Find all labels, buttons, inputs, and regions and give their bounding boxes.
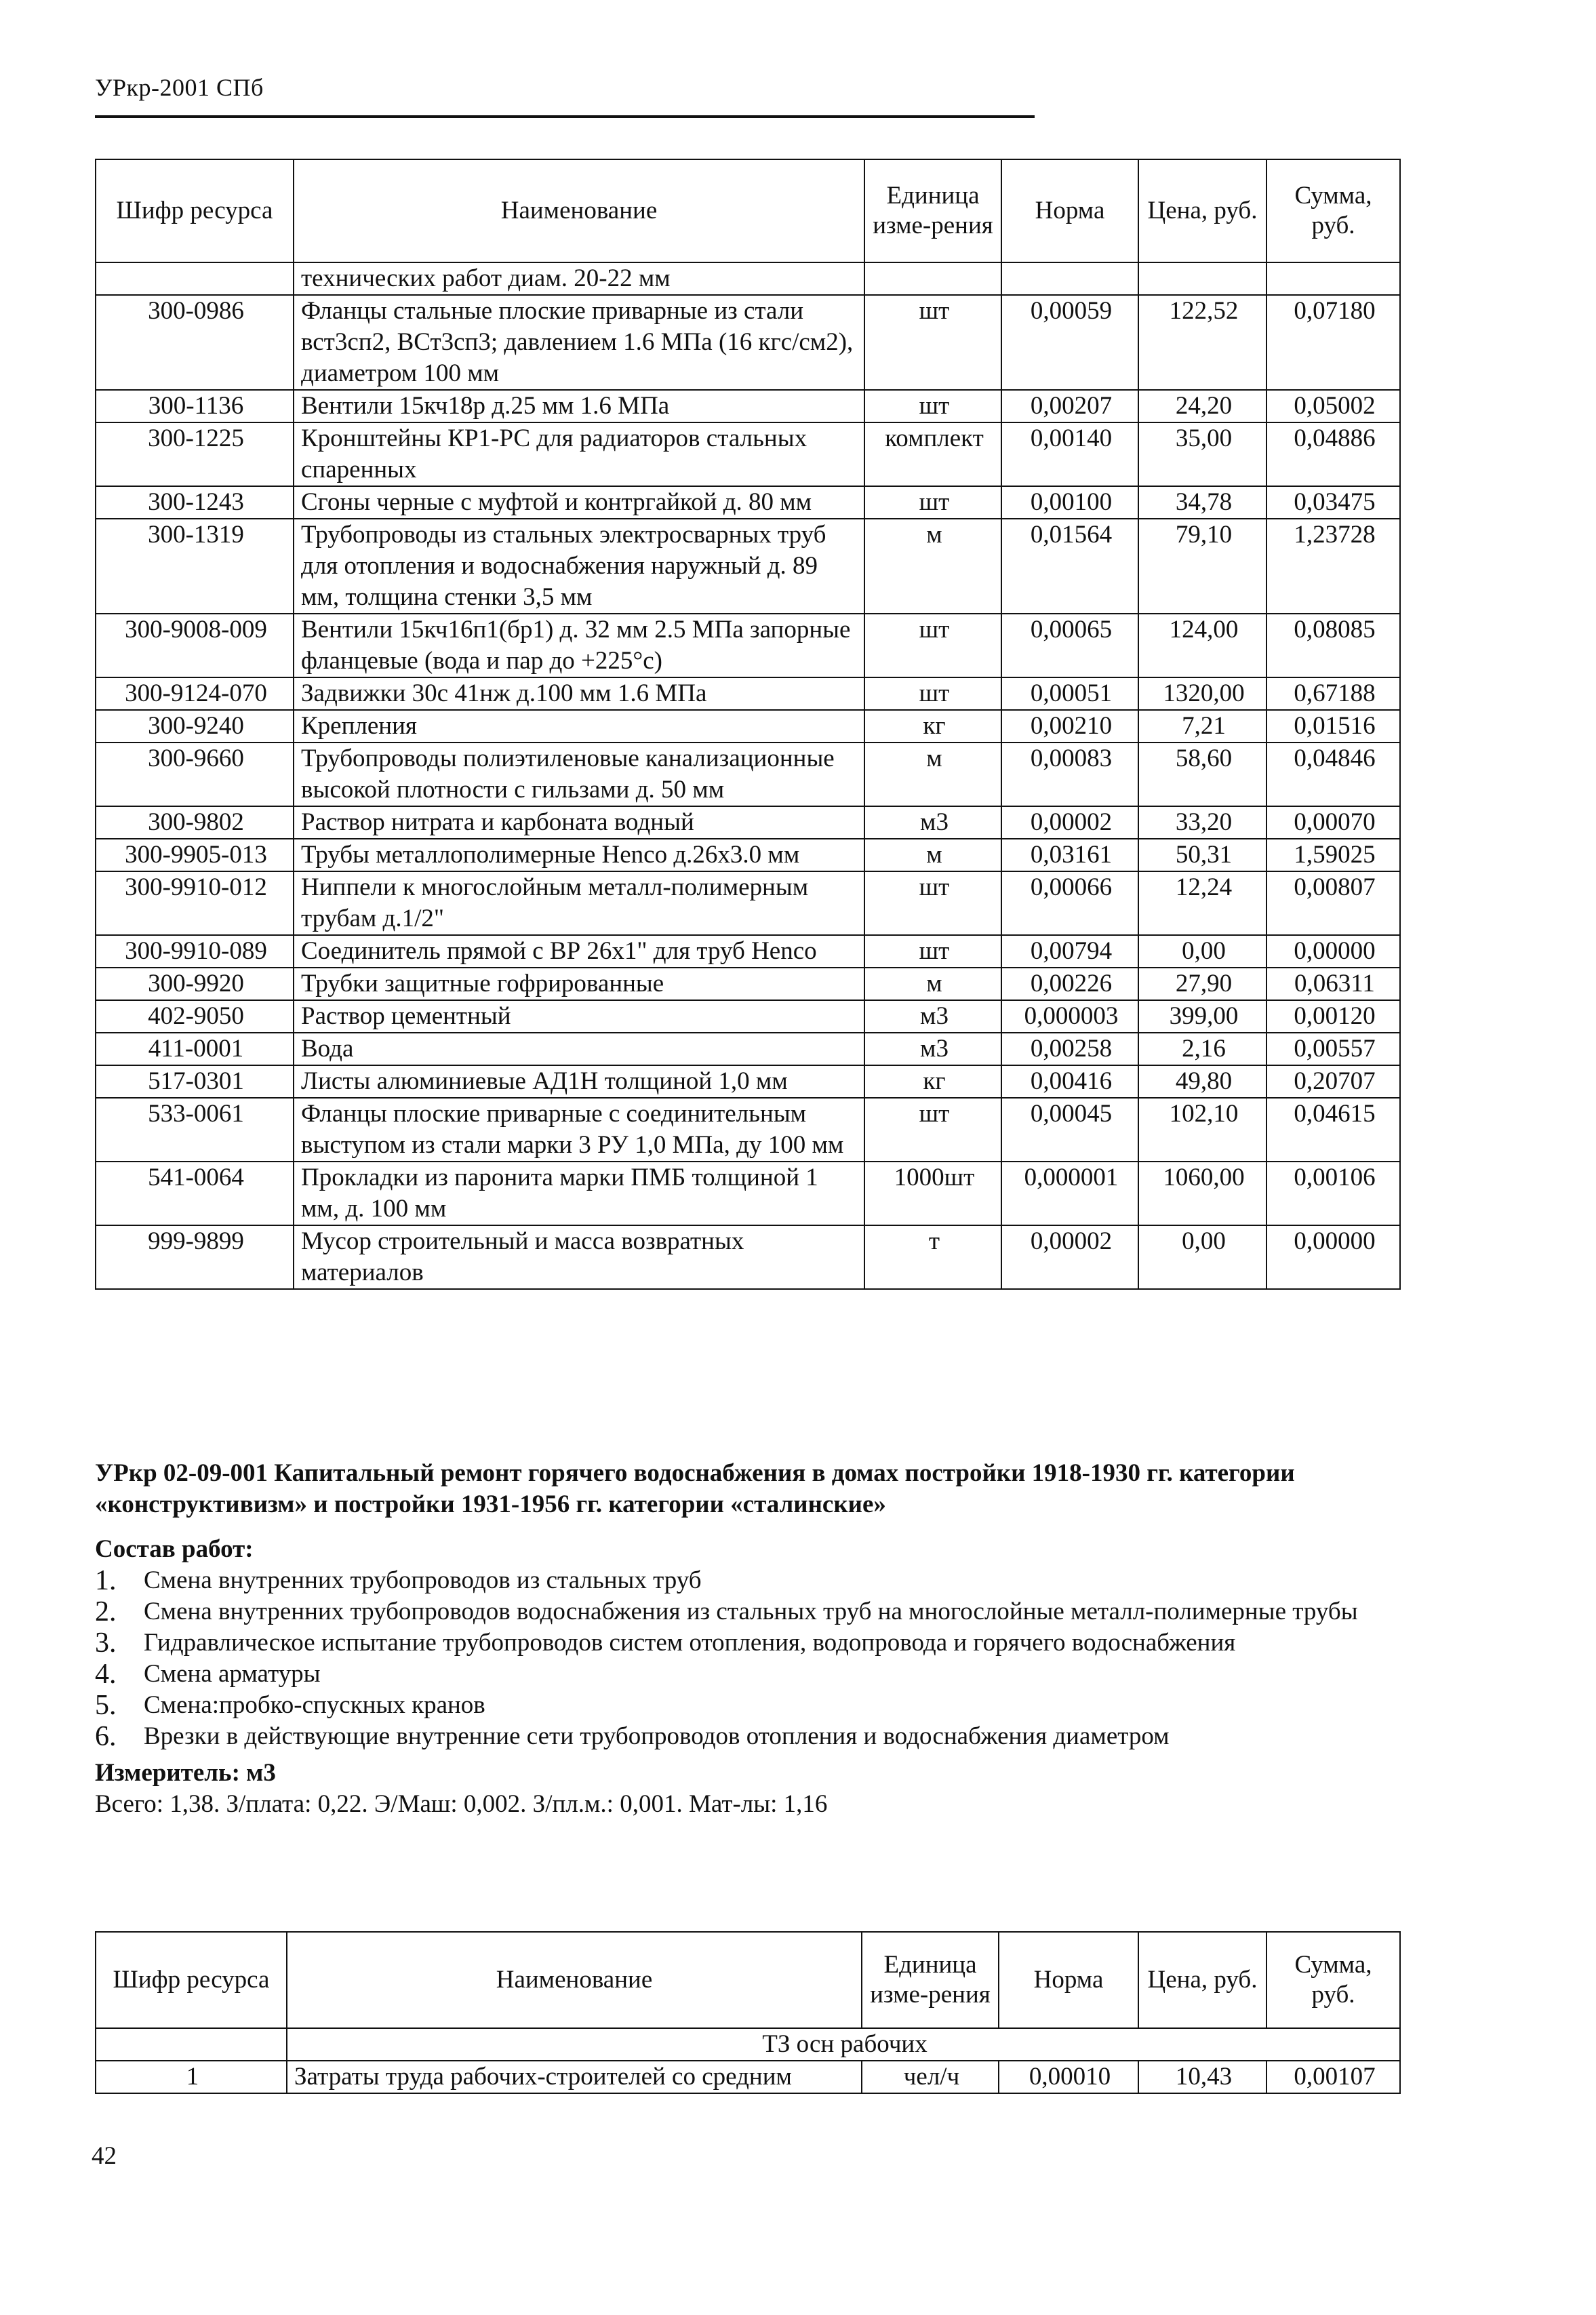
- cell-price: 124,00: [1138, 614, 1266, 677]
- cell-unit: м: [864, 839, 1001, 871]
- cell-name: Соединитель прямой с ВР 26х1" для труб Henco: [294, 935, 864, 968]
- cell-sum: 0,00107: [1266, 2061, 1400, 2093]
- cell-code: 300-9910-089: [96, 935, 294, 968]
- cell-sum: 0,04886: [1266, 422, 1400, 486]
- cell-price: 79,10: [1138, 519, 1266, 614]
- cell-unit: 1000шт: [864, 1162, 1001, 1225]
- cell-norm: 0,00002: [1001, 806, 1138, 839]
- table-row: [96, 295, 1400, 390]
- cell-sum: 0,00000: [1266, 1225, 1400, 1289]
- cell-unit: шт: [864, 871, 1001, 935]
- cell-name: Трубопроводы из стальных электросварных труб для отопления и водоснабжения наружный д. 89 мм, толщина стенки 3,5 мм: [294, 519, 864, 614]
- cell-unit: шт: [864, 614, 1001, 677]
- table-row: [96, 614, 1400, 677]
- cell-price: 1320,00: [1138, 677, 1266, 710]
- cell-sum: 0,08085: [1266, 614, 1400, 677]
- cell-code: 402-9050: [96, 1000, 294, 1033]
- cell-unit: м: [864, 968, 1001, 1000]
- cell-norm: 0,01564: [1001, 519, 1138, 614]
- cell-sum: 0,05002: [1266, 390, 1400, 422]
- cell-sum: 0,00807: [1266, 871, 1400, 935]
- cell-unit: шт: [864, 390, 1001, 422]
- table-row: [96, 968, 1400, 1000]
- cell-name: Раствор нитрата и карбоната водный: [294, 806, 864, 839]
- table-header-row: [96, 1932, 1400, 2028]
- cell-sum: 0,00106: [1266, 1162, 1400, 1225]
- cell-price: 33,20: [1138, 806, 1266, 839]
- cell-sum: 1,23728: [1266, 519, 1400, 614]
- cell-unit: [864, 262, 1001, 295]
- cell-code: 300-9660: [96, 743, 294, 806]
- table-row: [96, 935, 1400, 968]
- cell-norm: 0,00210: [1001, 710, 1138, 743]
- cell-code: 517-0301: [96, 1065, 294, 1098]
- cell-unit: м: [864, 743, 1001, 806]
- cell-name: Ниппели к многослойным металл-полимерным трубам д.1/2": [294, 871, 864, 935]
- table-row: [96, 390, 1400, 422]
- cell-price: 35,00: [1138, 422, 1266, 486]
- cell-name: Вентили 15кч18р д.25 мм 1.6 МПа: [294, 390, 864, 422]
- cell-norm: 0,00258: [1001, 1033, 1138, 1065]
- cell-unit: чел/ч: [862, 2061, 999, 2093]
- cell-name: Кронштейны КР1-РС для радиаторов стальных спаренных: [294, 422, 864, 486]
- list-item-text: Смена:пробко-спускных кранов: [144, 1691, 485, 1719]
- works-heading: Состав работ:: [95, 1535, 254, 1563]
- cell-norm: 0,00083: [1001, 743, 1138, 806]
- cell-name: Листы алюминиевые АД1Н толщиной 1,0 мм: [294, 1065, 864, 1098]
- table-row: [96, 2061, 1400, 2093]
- cell-name: Трубопроводы полиэтиленовые канализационные высокой плотности с гильзами д. 50 мм: [294, 743, 864, 806]
- column-header-norm: Норма: [999, 1932, 1138, 2028]
- cell-code: 300-0986: [96, 295, 294, 390]
- cell-price: 0,00: [1138, 1225, 1266, 1289]
- column-header-name: Наименование: [287, 1932, 862, 2028]
- column-header-code: Шифр ресурса: [96, 1932, 287, 2028]
- cell-unit: т: [864, 1225, 1001, 1289]
- cell-price: 34,78: [1138, 486, 1266, 519]
- cell-price: 122,52: [1138, 295, 1266, 390]
- cell-name: Вода: [294, 1033, 864, 1065]
- cell-price: 7,21: [1138, 710, 1266, 743]
- list-item: [95, 1690, 1424, 1721]
- cell-name: Раствор цементный: [294, 1000, 864, 1033]
- cell-name: Фланцы стальные плоские приварные из стали вст3сп2, ВСт3сп3; давлением 1.6 МПа (16 кгс/см2), диаметром 100 мм: [294, 295, 864, 390]
- cell-price: 12,24: [1138, 871, 1266, 935]
- cell-norm: 0,00059: [1001, 295, 1138, 390]
- table-row: [96, 1098, 1400, 1162]
- cell-unit: кг: [864, 710, 1001, 743]
- document-code: УРкр-2001 СПб: [95, 74, 264, 101]
- list-item-text: Гидравлическое испытание трубопроводов систем отопления, водопровода и горячего водоснабжения: [144, 1629, 1236, 1657]
- cell-name: Затраты труда рабочих-строителей со средним: [287, 2061, 862, 2093]
- cell-norm: 0,00045: [1001, 1098, 1138, 1162]
- cell-norm: 0,00140: [1001, 422, 1138, 486]
- cell-name: Задвижки 30с 41нж д.100 мм 1.6 МПа: [294, 677, 864, 710]
- cell-sum: 0,01516: [1266, 710, 1400, 743]
- subheader-label: ТЗ осн рабочих: [287, 2028, 1400, 2061]
- cell-code: 300-1225: [96, 422, 294, 486]
- cell-name: Трубки защитные гофрированные: [294, 968, 864, 1000]
- column-header-sum: Сумма, руб.: [1266, 159, 1400, 262]
- cell-code: 541-0064: [96, 1162, 294, 1225]
- cell-norm: 0,00794: [1001, 935, 1138, 968]
- cell-price: 50,31: [1138, 839, 1266, 871]
- column-header-unit: Единица изме-рения: [862, 1932, 999, 2028]
- cell-sum: [1266, 262, 1400, 295]
- list-item-text: Врезки в действующие внутренние сети трубопроводов отопления и водоснабжения диаметром: [144, 1722, 1170, 1750]
- cell-price: [1138, 262, 1266, 295]
- cell-code: 300-1319: [96, 519, 294, 614]
- cell-norm: 0,00207: [1001, 390, 1138, 422]
- cell-code: 300-9124-070: [96, 677, 294, 710]
- table-row: [96, 422, 1400, 486]
- cell-code: 999-9899: [96, 1225, 294, 1289]
- subheader-empty-cell: [96, 2028, 287, 2061]
- cell-norm: 0,000003: [1001, 1000, 1138, 1033]
- cell-code: 300-1243: [96, 486, 294, 519]
- cell-name: Крепления: [294, 710, 864, 743]
- cell-name: Мусор строительный и масса возвратных материалов: [294, 1225, 864, 1289]
- table-header-row: [96, 159, 1400, 262]
- table-row: [96, 1033, 1400, 1065]
- cell-unit: шт: [864, 935, 1001, 968]
- cell-norm: 0,03161: [1001, 839, 1138, 871]
- totals-line: Всего: 1,38. З/плата: 0,22. Э/Маш: 0,002. З/пл.м.: 0,001. Мат-лы: 1,16: [95, 1790, 828, 1818]
- cell-price: 27,90: [1138, 968, 1266, 1000]
- cell-name: Фланцы плоские приварные с соединительным выступом из стали марки 3 РУ 1,0 МПа, ду 100 мм: [294, 1098, 864, 1162]
- column-header-price: Цена, руб.: [1138, 159, 1266, 262]
- resources-table: [95, 159, 1401, 1290]
- cell-code: 300-1136: [96, 390, 294, 422]
- cell-sum: 0,67188: [1266, 677, 1400, 710]
- subheader-row: [96, 2028, 1400, 2061]
- cell-code: [96, 262, 294, 295]
- cell-code: 300-9905-013: [96, 839, 294, 871]
- cell-unit: м3: [864, 1000, 1001, 1033]
- table-row: [96, 1065, 1400, 1098]
- list-item-text: Смена внутренних трубопроводов из стальных труб: [144, 1566, 702, 1594]
- list-item: [95, 1565, 1424, 1596]
- cell-unit: комплект: [864, 422, 1001, 486]
- page-number: 42: [92, 2142, 117, 2170]
- cell-sum: 0,06311: [1266, 968, 1400, 1000]
- table-row: [96, 262, 1400, 295]
- cell-price: 24,20: [1138, 390, 1266, 422]
- cell-unit: м3: [864, 1033, 1001, 1065]
- cell-name: Трубы металлополимерные Henco д.26х3.0 мм: [294, 839, 864, 871]
- list-item-number: 4.: [95, 1659, 117, 1690]
- cell-sum: 0,00000: [1266, 935, 1400, 968]
- table-row: [96, 1225, 1400, 1289]
- cell-code: 411-0001: [96, 1033, 294, 1065]
- table-row: [96, 519, 1400, 614]
- list-item: [95, 1627, 1424, 1659]
- cell-unit: м3: [864, 806, 1001, 839]
- list-item-number: 2.: [95, 1596, 117, 1627]
- table-row: [96, 1000, 1400, 1033]
- cell-code: 1: [96, 2061, 287, 2093]
- cell-sum: 0,03475: [1266, 486, 1400, 519]
- cell-norm: 0,00010: [999, 2061, 1138, 2093]
- list-item-number: 5.: [95, 1690, 117, 1721]
- estimate-section: [95, 1458, 1424, 1820]
- cell-price: 10,43: [1138, 2061, 1266, 2093]
- cell-price: 1060,00: [1138, 1162, 1266, 1225]
- list-item-number: 3.: [95, 1627, 117, 1659]
- cell-sum: 0,00557: [1266, 1033, 1400, 1065]
- cell-code: 300-9910-012: [96, 871, 294, 935]
- cell-norm: 0,00226: [1001, 968, 1138, 1000]
- table-row: [96, 1162, 1400, 1225]
- cell-norm: [1001, 262, 1138, 295]
- cell-sum: 0,04615: [1266, 1098, 1400, 1162]
- list-item: [95, 1659, 1424, 1690]
- cell-name: Прокладки из паронита марки ПМБ толщиной 1 мм, д. 100 мм: [294, 1162, 864, 1225]
- table-row: [96, 839, 1400, 871]
- table-row: [96, 677, 1400, 710]
- list-item-number: 1.: [95, 1565, 117, 1596]
- table-row: [96, 710, 1400, 743]
- cell-price: 49,80: [1138, 1065, 1266, 1098]
- column-header-code: Шифр ресурса: [96, 159, 294, 262]
- cell-norm: 0,00065: [1001, 614, 1138, 677]
- list-item-number: 6.: [95, 1721, 117, 1752]
- cell-sum: 0,20707: [1266, 1065, 1400, 1098]
- list-item: [95, 1596, 1424, 1627]
- cell-sum: 1,59025: [1266, 839, 1400, 871]
- cell-unit: м: [864, 519, 1001, 614]
- cell-code: 300-9802: [96, 806, 294, 839]
- cell-unit: шт: [864, 1098, 1001, 1162]
- column-header-name: Наименование: [294, 159, 864, 262]
- labor-table: [95, 1931, 1401, 2094]
- cell-sum: 0,04846: [1266, 743, 1400, 806]
- meter-label: Измеритель: м3: [95, 1759, 276, 1787]
- cell-unit: шт: [864, 486, 1001, 519]
- cell-code: 300-9240: [96, 710, 294, 743]
- cell-norm: 0,00051: [1001, 677, 1138, 710]
- cell-code: 300-9008-009: [96, 614, 294, 677]
- cell-norm: 0,00100: [1001, 486, 1138, 519]
- cell-norm: 0,00416: [1001, 1065, 1138, 1098]
- cell-price: 0,00: [1138, 935, 1266, 968]
- cell-name: технических работ диам. 20-22 мм: [294, 262, 864, 295]
- cell-price: 399,00: [1138, 1000, 1266, 1033]
- list-item-text: Смена внутренних трубопроводов водоснабжения из стальных труб на многослойные металл-полимерные трубы: [144, 1598, 1358, 1625]
- cell-sum: 0,07180: [1266, 295, 1400, 390]
- cell-sum: 0,00070: [1266, 806, 1400, 839]
- cell-price: 58,60: [1138, 743, 1266, 806]
- cell-sum: 0,00120: [1266, 1000, 1400, 1033]
- table-row: [96, 486, 1400, 519]
- list-item: [95, 1721, 1424, 1752]
- column-header-norm: Норма: [1001, 159, 1138, 262]
- cell-name: Сгоны черные с муфтой и контргайкой д. 80 мм: [294, 486, 864, 519]
- cell-price: 102,10: [1138, 1098, 1266, 1162]
- cell-norm: 0,000001: [1001, 1162, 1138, 1225]
- cell-norm: 0,00066: [1001, 871, 1138, 935]
- cell-name: Вентили 15кч16п1(бр1) д. 32 мм 2.5 МПа запорные фланцевые (вода и пар до +225°с): [294, 614, 864, 677]
- list-item-text: Смена арматуры: [144, 1660, 321, 1688]
- cell-norm: 0,00002: [1001, 1225, 1138, 1289]
- section-title: УРкр 02-09-001 Капитальный ремонт горячего водоснабжения в домах постройки 1918-1930 гг. категории «конструктивизм» и постройки 1931-1956 гг. категории «сталинские»: [95, 1459, 1295, 1518]
- cell-code: 300-9920: [96, 968, 294, 1000]
- column-header-unit: Единица изме-рения: [864, 159, 1001, 262]
- column-header-sum: Сумма, руб.: [1266, 1932, 1400, 2028]
- cell-unit: шт: [864, 677, 1001, 710]
- cell-unit: кг: [864, 1065, 1001, 1098]
- header-rule: [95, 115, 1035, 118]
- cell-code: 533-0061: [96, 1098, 294, 1162]
- table-row: [96, 871, 1400, 935]
- works-list: [95, 1565, 1424, 1752]
- table-row: [96, 743, 1400, 806]
- cell-unit: шт: [864, 295, 1001, 390]
- column-header-price: Цена, руб.: [1138, 1932, 1266, 2028]
- cell-price: 2,16: [1138, 1033, 1266, 1065]
- table-row: [96, 806, 1400, 839]
